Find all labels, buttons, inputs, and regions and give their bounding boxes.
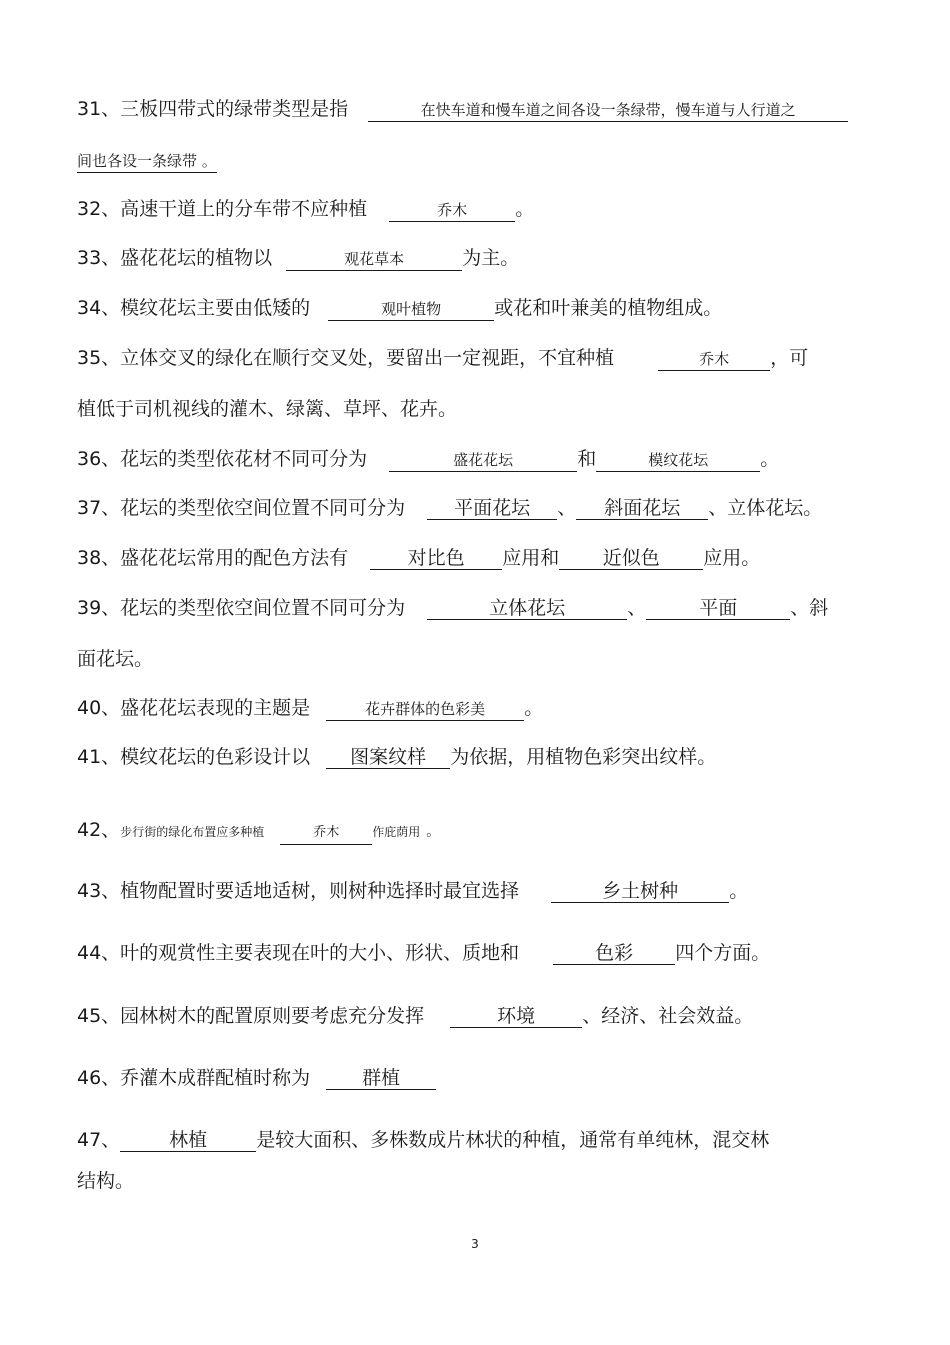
answer-blank-2: 斜面花坛 [576,497,708,520]
question-36: 36、花坛的类型依花材不同可分为 盛花花坛 和 模纹花坛 。 [77,448,780,470]
answer-blank: 盛花花坛 [389,449,577,472]
answer-blank: 在快车道和慢车道之间各设一条绿带，慢车道与人行道之 [368,99,848,122]
question-text: 33、盛花花坛的植物以 [77,247,273,269]
answer-blank: 观叶植物 [328,298,494,321]
question-text: 39、花坛的类型依空间位置不同可分为 [77,597,406,619]
question-text: 45、园林树木的配置原则要考虑充分发挥 [77,1005,425,1027]
question-35: 35、立体交叉的绿化在顺行交叉处，要留出一定视距，不宜种植 乔木 ，可 [77,347,809,369]
answer-blank: 图案纹样 [326,746,450,769]
question-text: 47、 [77,1129,121,1151]
question-text: 44、叶的观赏性主要表现在叶的大小、形状、质地和 [77,942,520,964]
question-35-continued: 植低于司机视线的灌木、绿篱、草坪、花卉。 [77,398,458,420]
question-44: 44、叶的观赏性主要表现在叶的大小、形状、质地和 色彩 四个方面。 [77,942,771,964]
question-47: 47、 林植 是较大面积、多株数成片林状的种植，通常有单纯林，混交林 [77,1129,770,1151]
question-text: 41、模纹花坛的色彩设计以 [77,746,311,768]
question-39-continued: 面花坛。 [77,648,154,670]
question-31-continued: 间也各设一条绿带 。 [77,148,217,174]
question-text: 38、盛花花坛常用的配色方法有 [77,547,349,569]
answer-blank: 乡土树种 [551,880,729,903]
question-text: 34、模纹花坛主要由低矮的 [77,297,311,319]
question-43: 43、植物配置时要适地适树，则树种选择时最宜选择 乡土树种 。 [77,880,749,902]
answer-blank: 乔木 [389,199,515,222]
question-39: 39、花坛的类型依空间位置不同可分为 立体花坛 、 平面 、斜 [77,597,829,619]
answer-blank: 林植 [120,1129,256,1152]
question-41: 41、模纹花坛的色彩设计以 图案纹样 为依据，用植物色彩突出纹样。 [77,746,717,768]
question-text: 40、盛花花坛表现的主题是 [77,697,311,719]
answer-blank: 平面花坛 [427,497,557,520]
question-text: 42、 [77,819,121,841]
question-33: 33、盛花花坛的植物以 观花草本 为主。 [77,247,520,269]
question-34: 34、模纹花坛主要由低矮的 观叶植物 或花和叶兼美的植物组成。 [77,297,723,319]
question-40: 40、盛花花坛表现的主题是 花卉群体的色彩美 。 [77,697,544,719]
question-text: 43、植物配置时要适地适树，则树种选择时最宜选择 [77,880,520,902]
answer-blank: 花卉群体的色彩美 [326,698,524,721]
question-32: 32、高速干道上的分车带不应种植 乔木 。 [77,198,535,220]
answer-blank: 群植 [326,1067,436,1090]
answer-blank: 立体花坛 [427,597,627,620]
question-text: 37、花坛的类型依空间位置不同可分为 [77,497,406,519]
answer-blank-2: 模纹花坛 [596,449,760,472]
question-text: 36、花坛的类型依花材不同可分为 [77,448,368,470]
answer-blank: 乔木 [280,822,372,845]
page-number: 3 [471,1237,479,1251]
answer-blank-2: 近似色 [559,547,703,570]
question-46 [77,1065,436,1091]
answer-blank: 色彩 [553,942,675,965]
answer-blank: 对比色 [370,547,502,570]
question-42: 42、步行街的绿化布置应多种植 乔木 作庇荫用 。 [77,817,440,845]
question-38: 38、盛花花坛常用的配色方法有 对比色 应用和 近似色 应用。 [77,547,761,569]
answer-blank: 观花草本 [286,248,462,271]
question-text: 31、三板四带式的绿带类型是指 [77,98,349,120]
question-37: 37、花坛的类型依空间位置不同可分为 平面花坛 、 斜面花坛 、立体花坛。 [77,497,823,519]
answer-blank: 环境 [450,1005,582,1028]
question-31 [77,96,848,122]
question-45: 45、园林树木的配置原则要考虑充分发挥 环境 、经济、社会效益。 [77,1005,754,1027]
question-text: 32、高速干道上的分车带不应种植 [77,198,368,220]
question-text: 46、乔灌木成群配植时称为 [77,1067,311,1089]
answer-blank: 乔木 [658,348,770,371]
question-47-continued: 结构。 [77,1170,135,1192]
answer-blank-2: 平面 [646,597,790,620]
question-text: 35、立体交叉的绿化在顺行交叉处，要留出一定视距，不宜种植 [77,347,615,369]
